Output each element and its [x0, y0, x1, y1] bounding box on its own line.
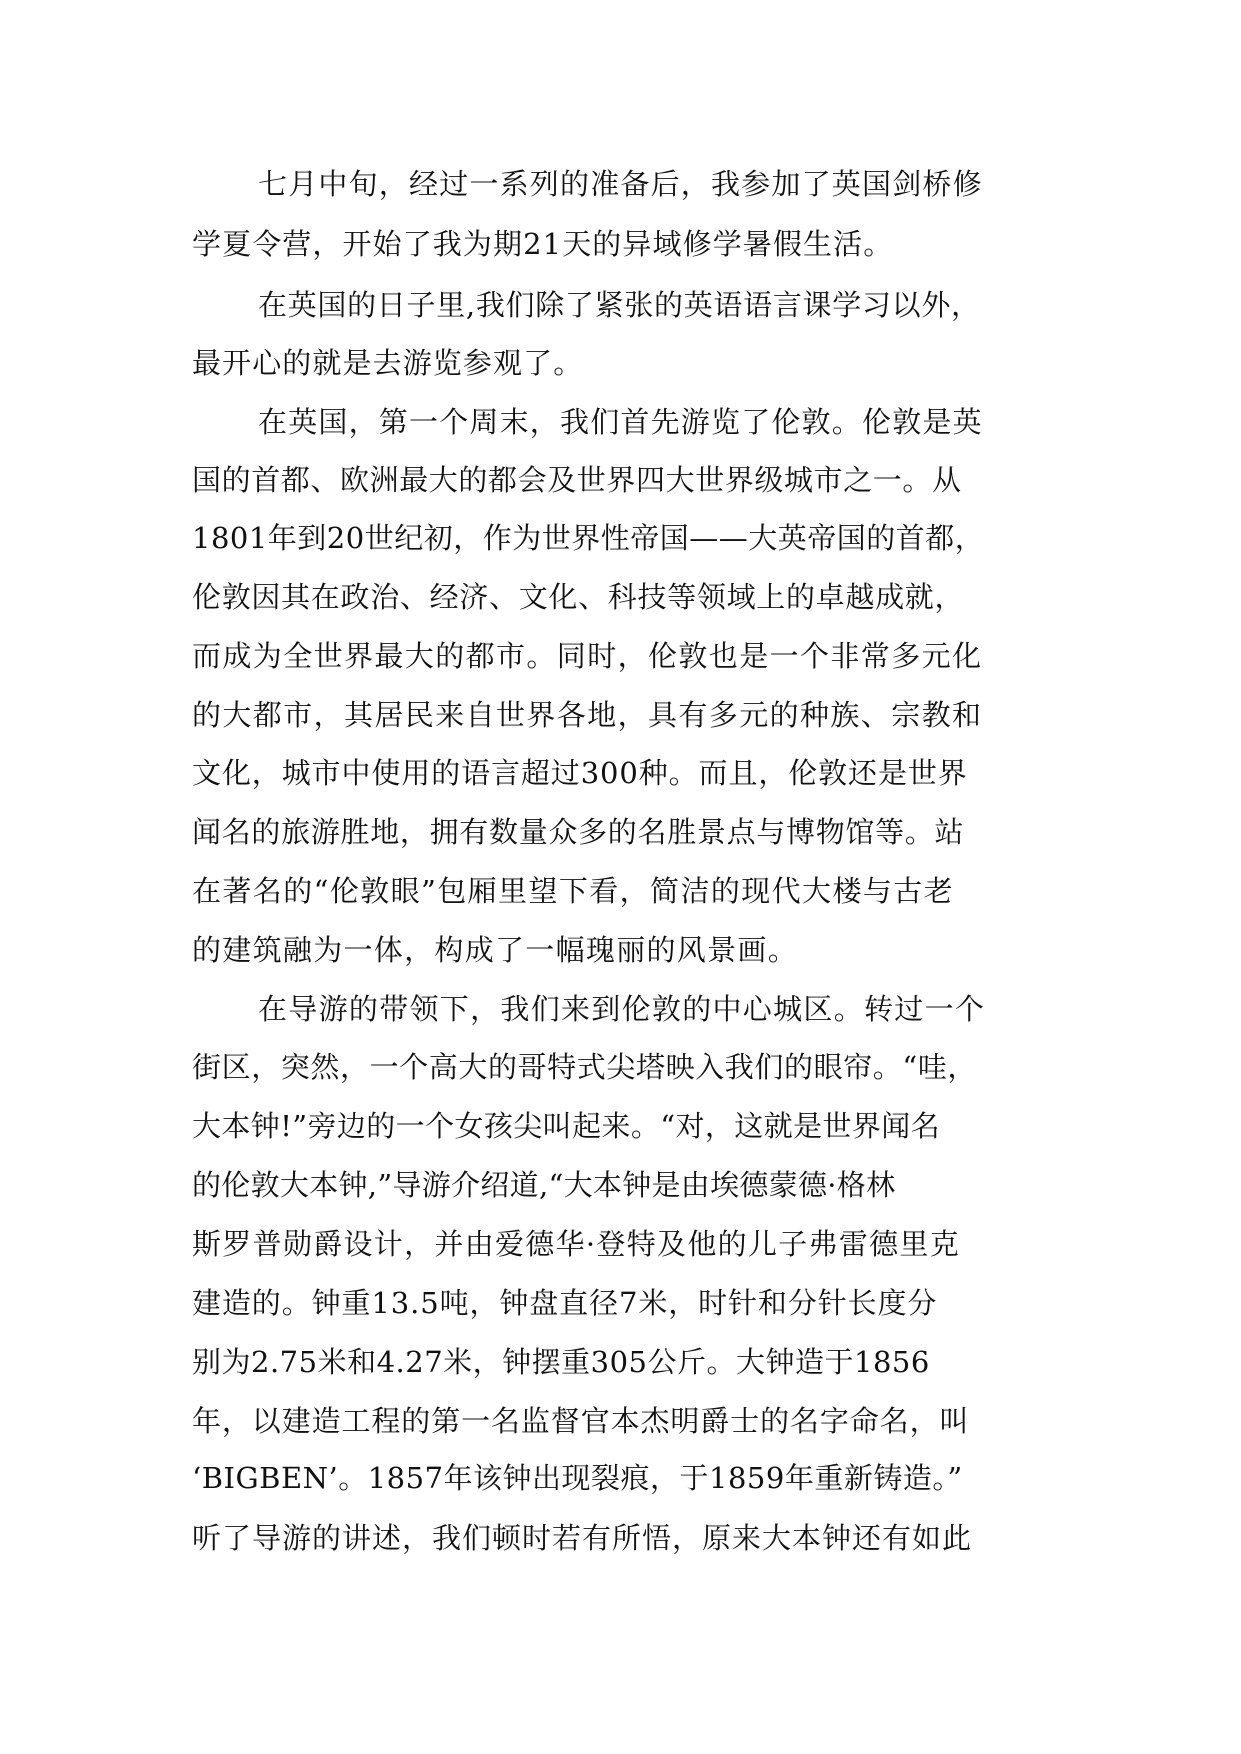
paragraph-1-line-2: 学夏令营，开始了我为期21天的异域修学暑假生活。 [192, 227, 894, 261]
paragraph-2-line-2: 最开心的就是去游览参观了。 [192, 346, 584, 380]
paragraph-3-line-5: 而成为全世界最大的都市。同时，伦敦也是一个非常多元化 [192, 639, 983, 673]
paragraph-3-line-10: 的建筑融为一体，构成了一幅瑰丽的风景画。 [192, 933, 799, 967]
paragraph-4-line-10: 听了导游的讲述，我们顿时若有所悟，原来大本钟还有如此 [192, 1521, 973, 1555]
paragraph-2-line-1: 在英国的日子里,我们除了紧张的英语语言课学习以外， [258, 288, 981, 322]
paragraph-1-line-1: 七月中旬，经过一系列的准备后，我参加了英国剑桥修 [258, 167, 983, 201]
paragraph-3-line-3: 1801年到20世纪初，作为世界性帝国——大英帝国的首都， [192, 521, 985, 555]
paragraph-4-line-3: 大本钟!”旁边的一个女孩尖叫起来。“对，这就是世界闻名 [192, 1109, 941, 1143]
paragraph-4-line-5: 斯罗普勋爵设计，并由爱德华·登特及他的儿子弗雷德里克 [192, 1227, 961, 1261]
paragraph-3-line-4: 伦敦因其在政治、经济、文化、科技等领域上的卓越成就， [192, 580, 965, 614]
paragraph-4-line-4: 的伦敦大本钟,”导游介绍道,“大本钟是由埃德蒙德·格林 [192, 1168, 896, 1202]
paragraph-4-line-7: 别为2.75米和4.27米，钟摆重305公斤。大钟造于1856 [192, 1345, 930, 1379]
paragraph-4-line-8: 年，以建造工程的第一名监督官本杰明爵士的名字命名，叫 [192, 1404, 970, 1438]
paragraph-4-line-1: 在导游的带领下，我们来到伦敦的中心城区。转过一个 [258, 992, 986, 1026]
paragraph-3-line-6: 的大都市，其居民来自世界各地，具有多元的种族、宗教和 [192, 698, 983, 732]
paragraph-4-line-2: 街区，突然，一个高大的哥特式尖塔映入我们的眼帘。“哇， [192, 1050, 978, 1084]
paragraph-3-line-1: 在英国，第一个周末，我们首先游览了伦敦。伦敦是英 [258, 405, 983, 439]
paragraph-3-line-9: 在著名的“伦敦眼”包厢里望下看，简洁的现代大楼与古老 [192, 874, 955, 908]
paragraph-4-line-9: ‘BIGBEN’。1857年该钟出现裂痕，于1859年重新铸造。” [192, 1461, 963, 1495]
paragraph-3-line-2: 国的首都、欧洲最大的都会及世界四大世界级城市之一。从 [192, 463, 962, 497]
paragraph-4-line-6: 建造的。钟重13.5吨，钟盘直径7米，时针和分针长度分 [192, 1286, 938, 1320]
paragraph-3-line-8: 闻名的旅游胜地，拥有数量众多的名胜景点与博物馆等。站 [192, 815, 965, 849]
paragraph-3-line-7: 文化，城市中使用的语言超过300种。而且，伦敦还是世界 [192, 756, 968, 790]
